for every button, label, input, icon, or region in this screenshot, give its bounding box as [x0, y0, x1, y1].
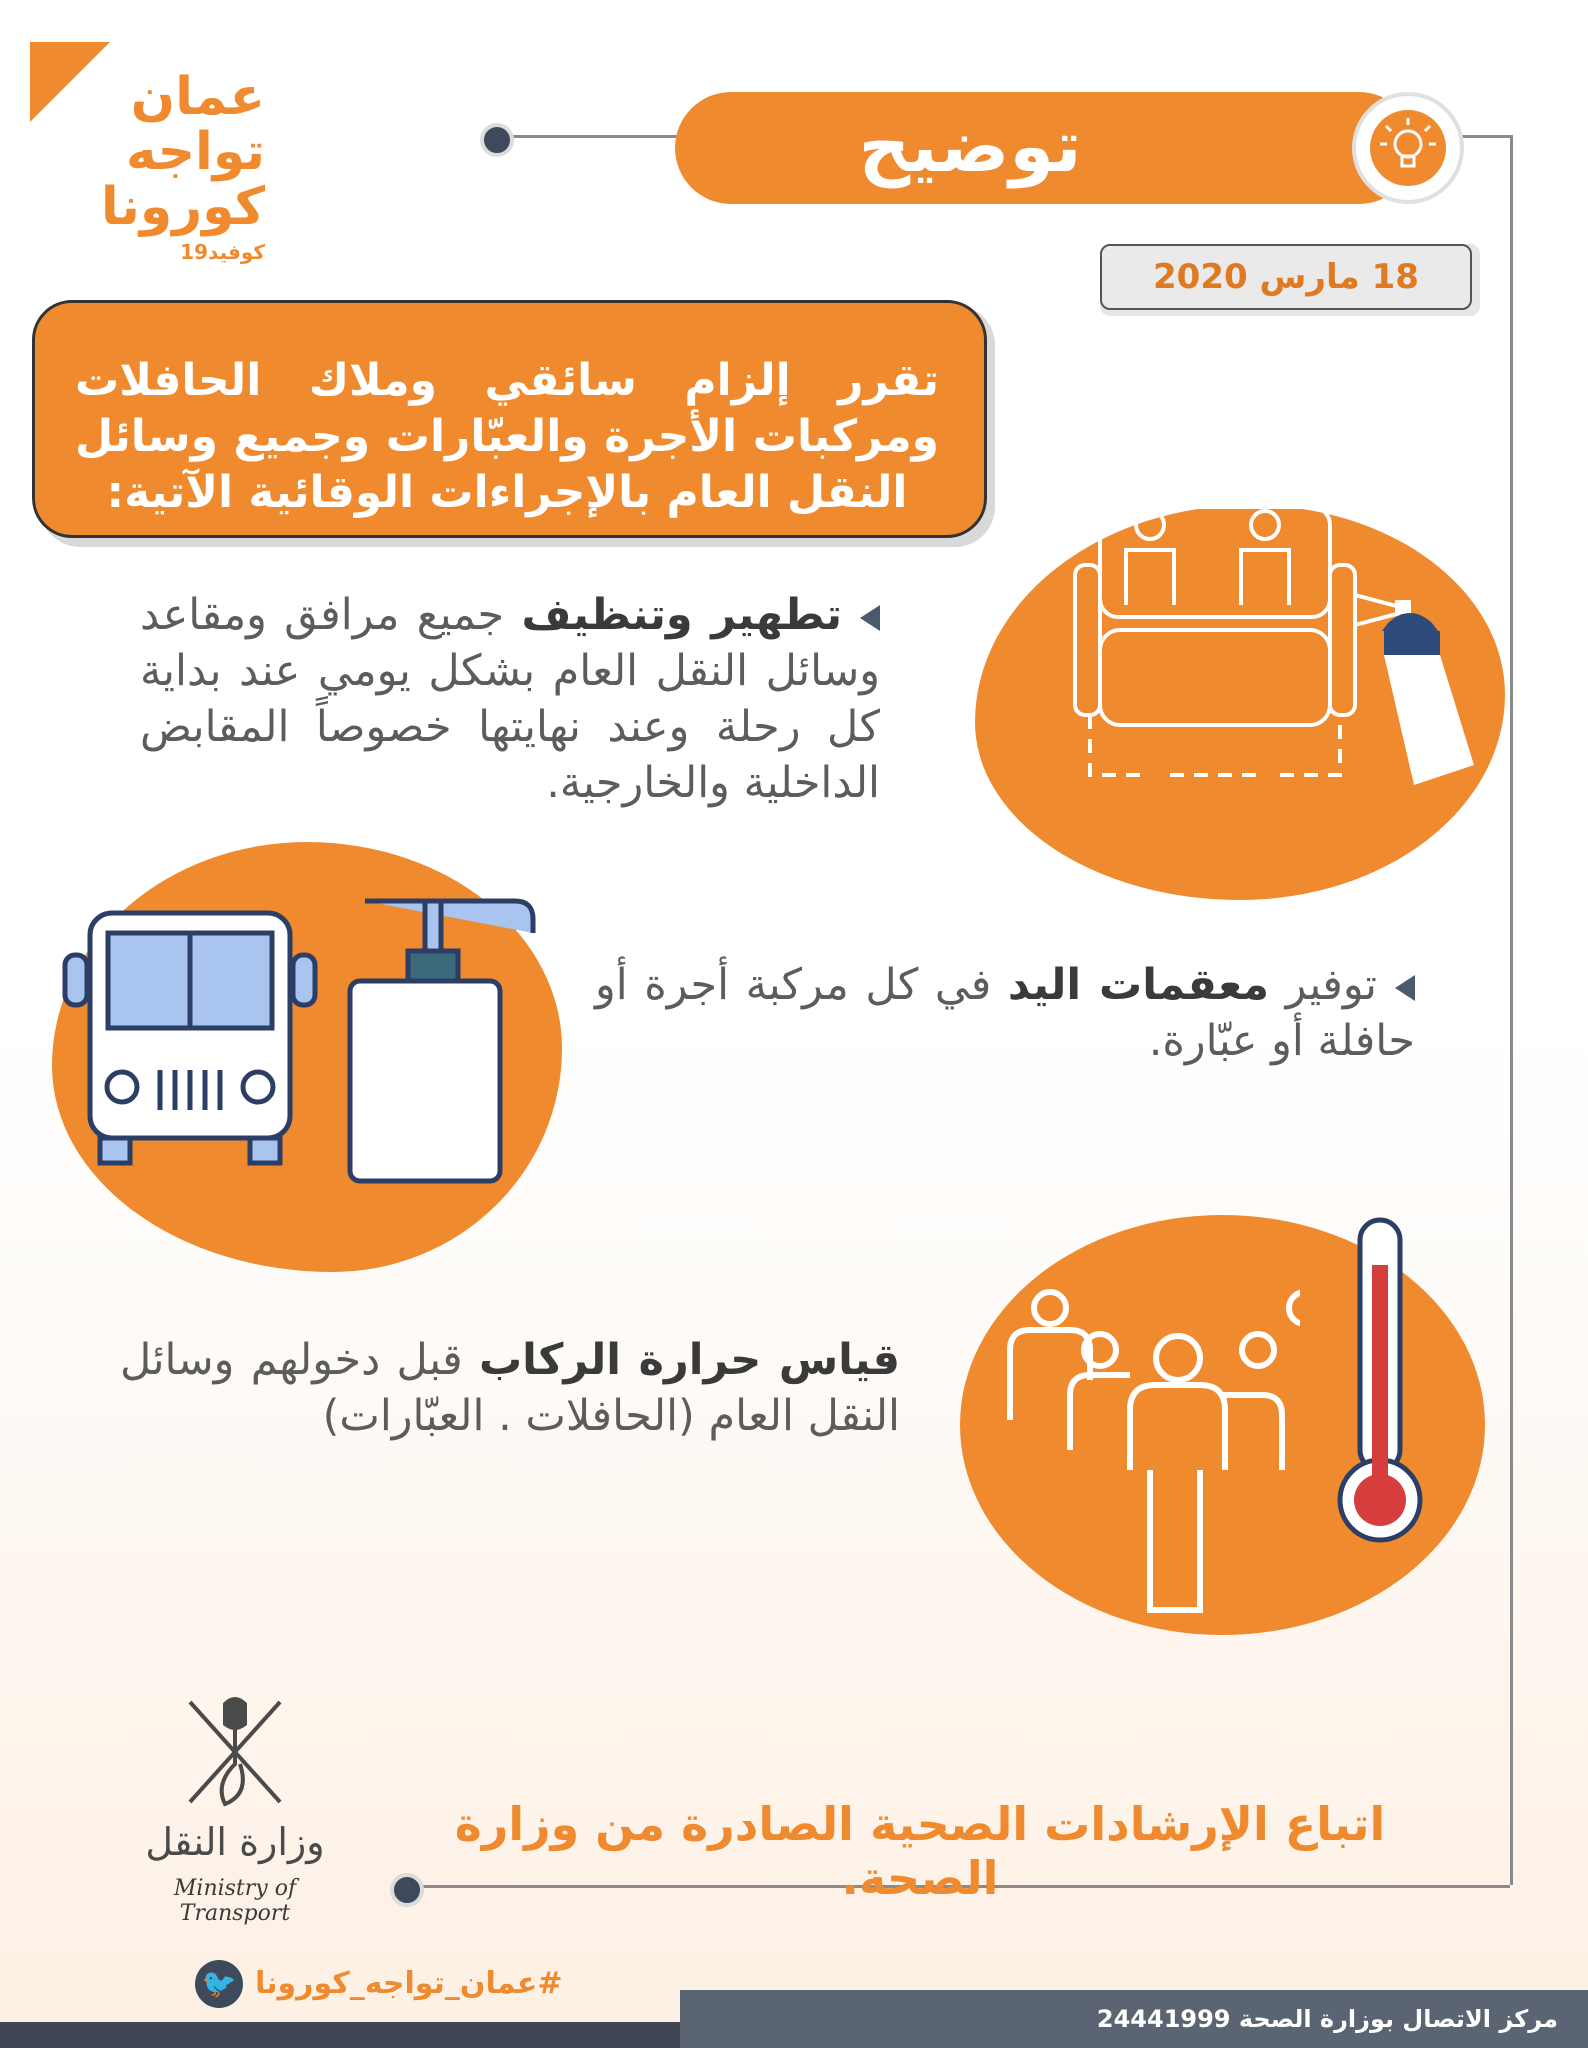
footer-note: اتباع الإرشادات الصحية الصادرة من وزارة الصحة. [454, 1797, 1386, 1905]
hotline-bar [680, 1990, 1588, 2048]
corner-accent [30, 42, 110, 122]
khanjar-emblem-icon [180, 1692, 290, 1812]
bullet-arrow-icon [1395, 975, 1415, 1001]
title-banner [675, 92, 1415, 204]
frame-line [1510, 135, 1513, 1885]
page-title: توضيح [858, 104, 1082, 188]
hashtag-text[interactable]: #عمان_تواجه_كورونا [255, 1966, 563, 2001]
bullet-disinfection [140, 587, 880, 811]
date-box [1100, 244, 1480, 316]
bullet-text: جميع مرافق ومقاعد وسائل النقل العام بشكل يومي عند بداية كل رحلة وعند نهايتها خصوصاً المقابض الداخلية والخارجية. [140, 590, 880, 808]
sanitizer-bottle-icon [340, 895, 550, 1195]
campaign-subtitle: كوفيد19 [180, 240, 265, 264]
date-label: 18 مارس 2020 [1100, 244, 1472, 310]
spray-seats-icon [1070, 495, 1530, 795]
connector-dot [480, 123, 514, 157]
campaign-line-1: عمان [130, 67, 265, 127]
bullet-bold: معقمات اليد [1007, 960, 1270, 1010]
ministry-logo [120, 1692, 350, 1926]
twitter-icon[interactable]: 🐦 [195, 1960, 243, 2008]
bus-icon [60, 895, 320, 1175]
hotline-text: مركز الاتصال بوزارة الصحة 24441999 [1096, 2005, 1558, 2033]
thermometer-icon [1335, 1215, 1425, 1555]
decree-text: تقرر إلزام سائقي وملاك الحافلات ومركبات الأجرة والعبّارات وجميع وسائل النقل العام بالإجراءات الوقائية الآتية: [75, 355, 939, 518]
bullet-bold: قياس حرارة الركاب [478, 1335, 901, 1385]
campaign-line-3: كورونا [100, 177, 265, 237]
ministry-english-name: Ministry of Transport [173, 1876, 297, 1926]
campaign-logo [55, 40, 265, 264]
bullet-arrow-icon [860, 605, 880, 631]
bullet-bold: تطهير وتنظيف [521, 590, 842, 640]
lightbulb-badge [1352, 92, 1464, 204]
campaign-line-2: تواجه [126, 122, 265, 182]
connector-line [1460, 135, 1512, 138]
ministry-arabic-name: وزارة النقل [145, 1820, 325, 1864]
connector-line [492, 135, 682, 138]
decree-box [32, 300, 987, 538]
bullet-text: قبل دخولهم وسائل النقل العام (الحافلات . العبّارات) [120, 1335, 900, 1441]
people-icon [1000, 1280, 1300, 1620]
lightbulb-icon [1370, 110, 1446, 186]
bullet-prefix: توفير [1269, 960, 1378, 1010]
bullet-sanitizer [595, 957, 1415, 1069]
hashtag-block [195, 1960, 563, 2012]
bullet-text: في كل مركبة أجرة أو حافلة أو عبّارة. [595, 960, 1415, 1066]
bullet-temperature [120, 1332, 900, 1444]
